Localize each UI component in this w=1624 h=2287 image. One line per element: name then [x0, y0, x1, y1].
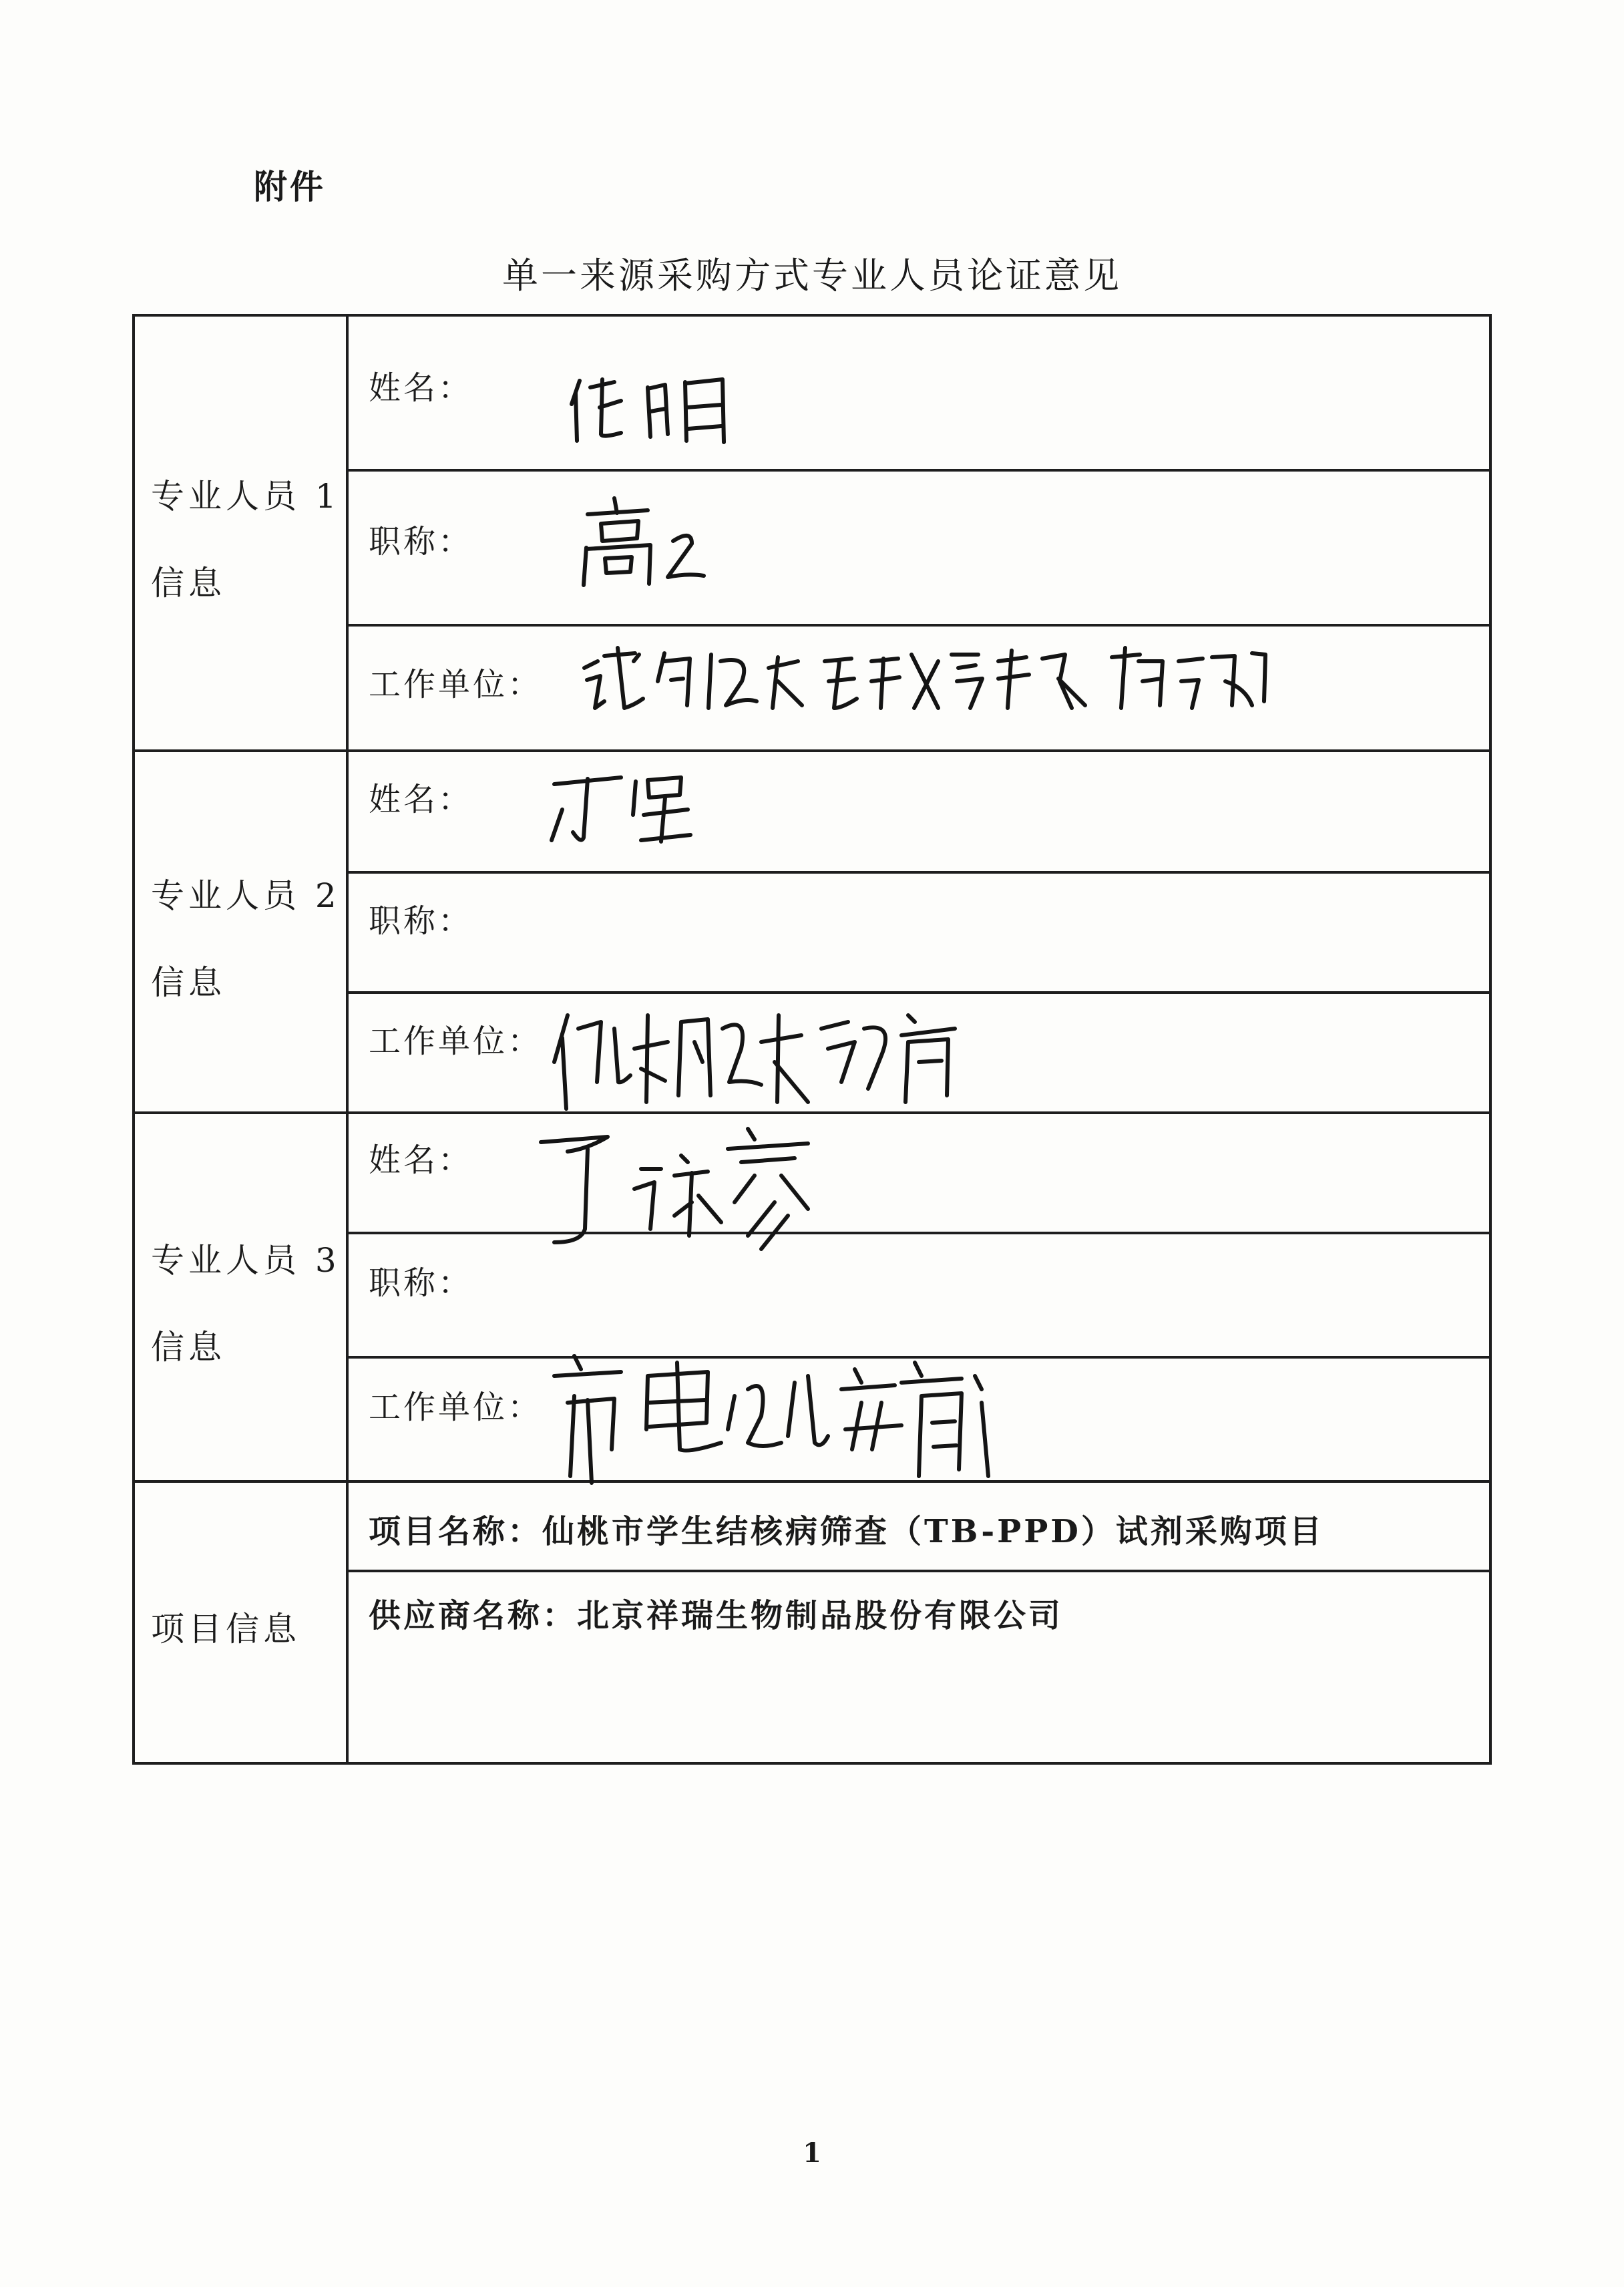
expert-2-label-line2: 信息	[151, 963, 226, 1002]
supplier-name-value: 北京祥瑞生物制品股份有限公司	[577, 1597, 1064, 1634]
handwritten-employer-2	[548, 1002, 975, 1115]
project-name-label: 项目名称：	[369, 1513, 543, 1550]
expert-2-label-line1: 专业人员 2	[151, 876, 341, 915]
expert-1-title-field	[369, 516, 473, 562]
expert-2-title-field	[369, 895, 473, 941]
expert-2-label	[151, 852, 345, 1026]
row-divider	[346, 469, 1489, 472]
title-label: 职称：	[369, 902, 473, 940]
expert-3-title-field	[369, 1257, 473, 1303]
row-divider	[346, 991, 1489, 994]
expert-1-name-field	[369, 362, 473, 408]
supplier-name-field	[369, 1590, 1063, 1636]
handwritten-name-2	[548, 768, 694, 848]
name-label: 姓名：	[369, 1141, 473, 1179]
row-divider	[346, 1570, 1489, 1572]
name-label: 姓名：	[369, 369, 473, 407]
handwritten-employer-1	[578, 641, 1272, 715]
project-name-field	[369, 1506, 1324, 1552]
project-name-value: 仙桃市学生结核病筛查（TB-PPD）试剂采购项目	[542, 1513, 1324, 1550]
row-divider	[346, 1232, 1489, 1234]
group-divider	[135, 749, 1489, 752]
expert-3-label-line2: 信息	[151, 1328, 226, 1367]
title-label: 职称：	[369, 1264, 473, 1302]
handwritten-employer-3	[548, 1349, 1002, 1483]
project-info-label-text: 项目信息	[151, 1610, 300, 1648]
handwritten-name-3	[528, 1122, 821, 1256]
expert-1-label-line2: 信息	[151, 564, 226, 602]
expert-2-employer-field	[369, 1015, 542, 1061]
expert-2-name-field	[369, 773, 473, 820]
employer-label: 工作单位：	[369, 1389, 543, 1426]
employer-label: 工作单位：	[369, 666, 543, 703]
row-divider	[346, 871, 1489, 874]
expert-1-employer-field	[369, 659, 542, 705]
document-title: 单一来源采购方式专业人员论证意见	[502, 254, 1122, 297]
expert-1-label-line1: 专业人员 1	[151, 477, 341, 516]
project-info-label	[151, 1586, 345, 1673]
page-number: 1	[803, 2137, 821, 2169]
handwritten-name-1	[568, 367, 735, 448]
expert-3-employer-field	[369, 1381, 542, 1427]
supplier-name-label: 供应商名称：	[369, 1597, 578, 1634]
attachment-label: 附件	[254, 167, 326, 206]
name-label: 姓名：	[369, 781, 473, 818]
handwritten-title-1	[574, 494, 708, 588]
title-label: 职称：	[369, 523, 473, 560]
expert-1-label	[151, 453, 345, 627]
row-divider	[346, 624, 1489, 627]
expert-3-label	[151, 1217, 345, 1391]
employer-label: 工作单位：	[369, 1023, 543, 1060]
expert-3-name-field	[369, 1134, 473, 1180]
expert-3-label-line1: 专业人员 3	[151, 1241, 341, 1280]
column-divider	[346, 317, 349, 1762]
